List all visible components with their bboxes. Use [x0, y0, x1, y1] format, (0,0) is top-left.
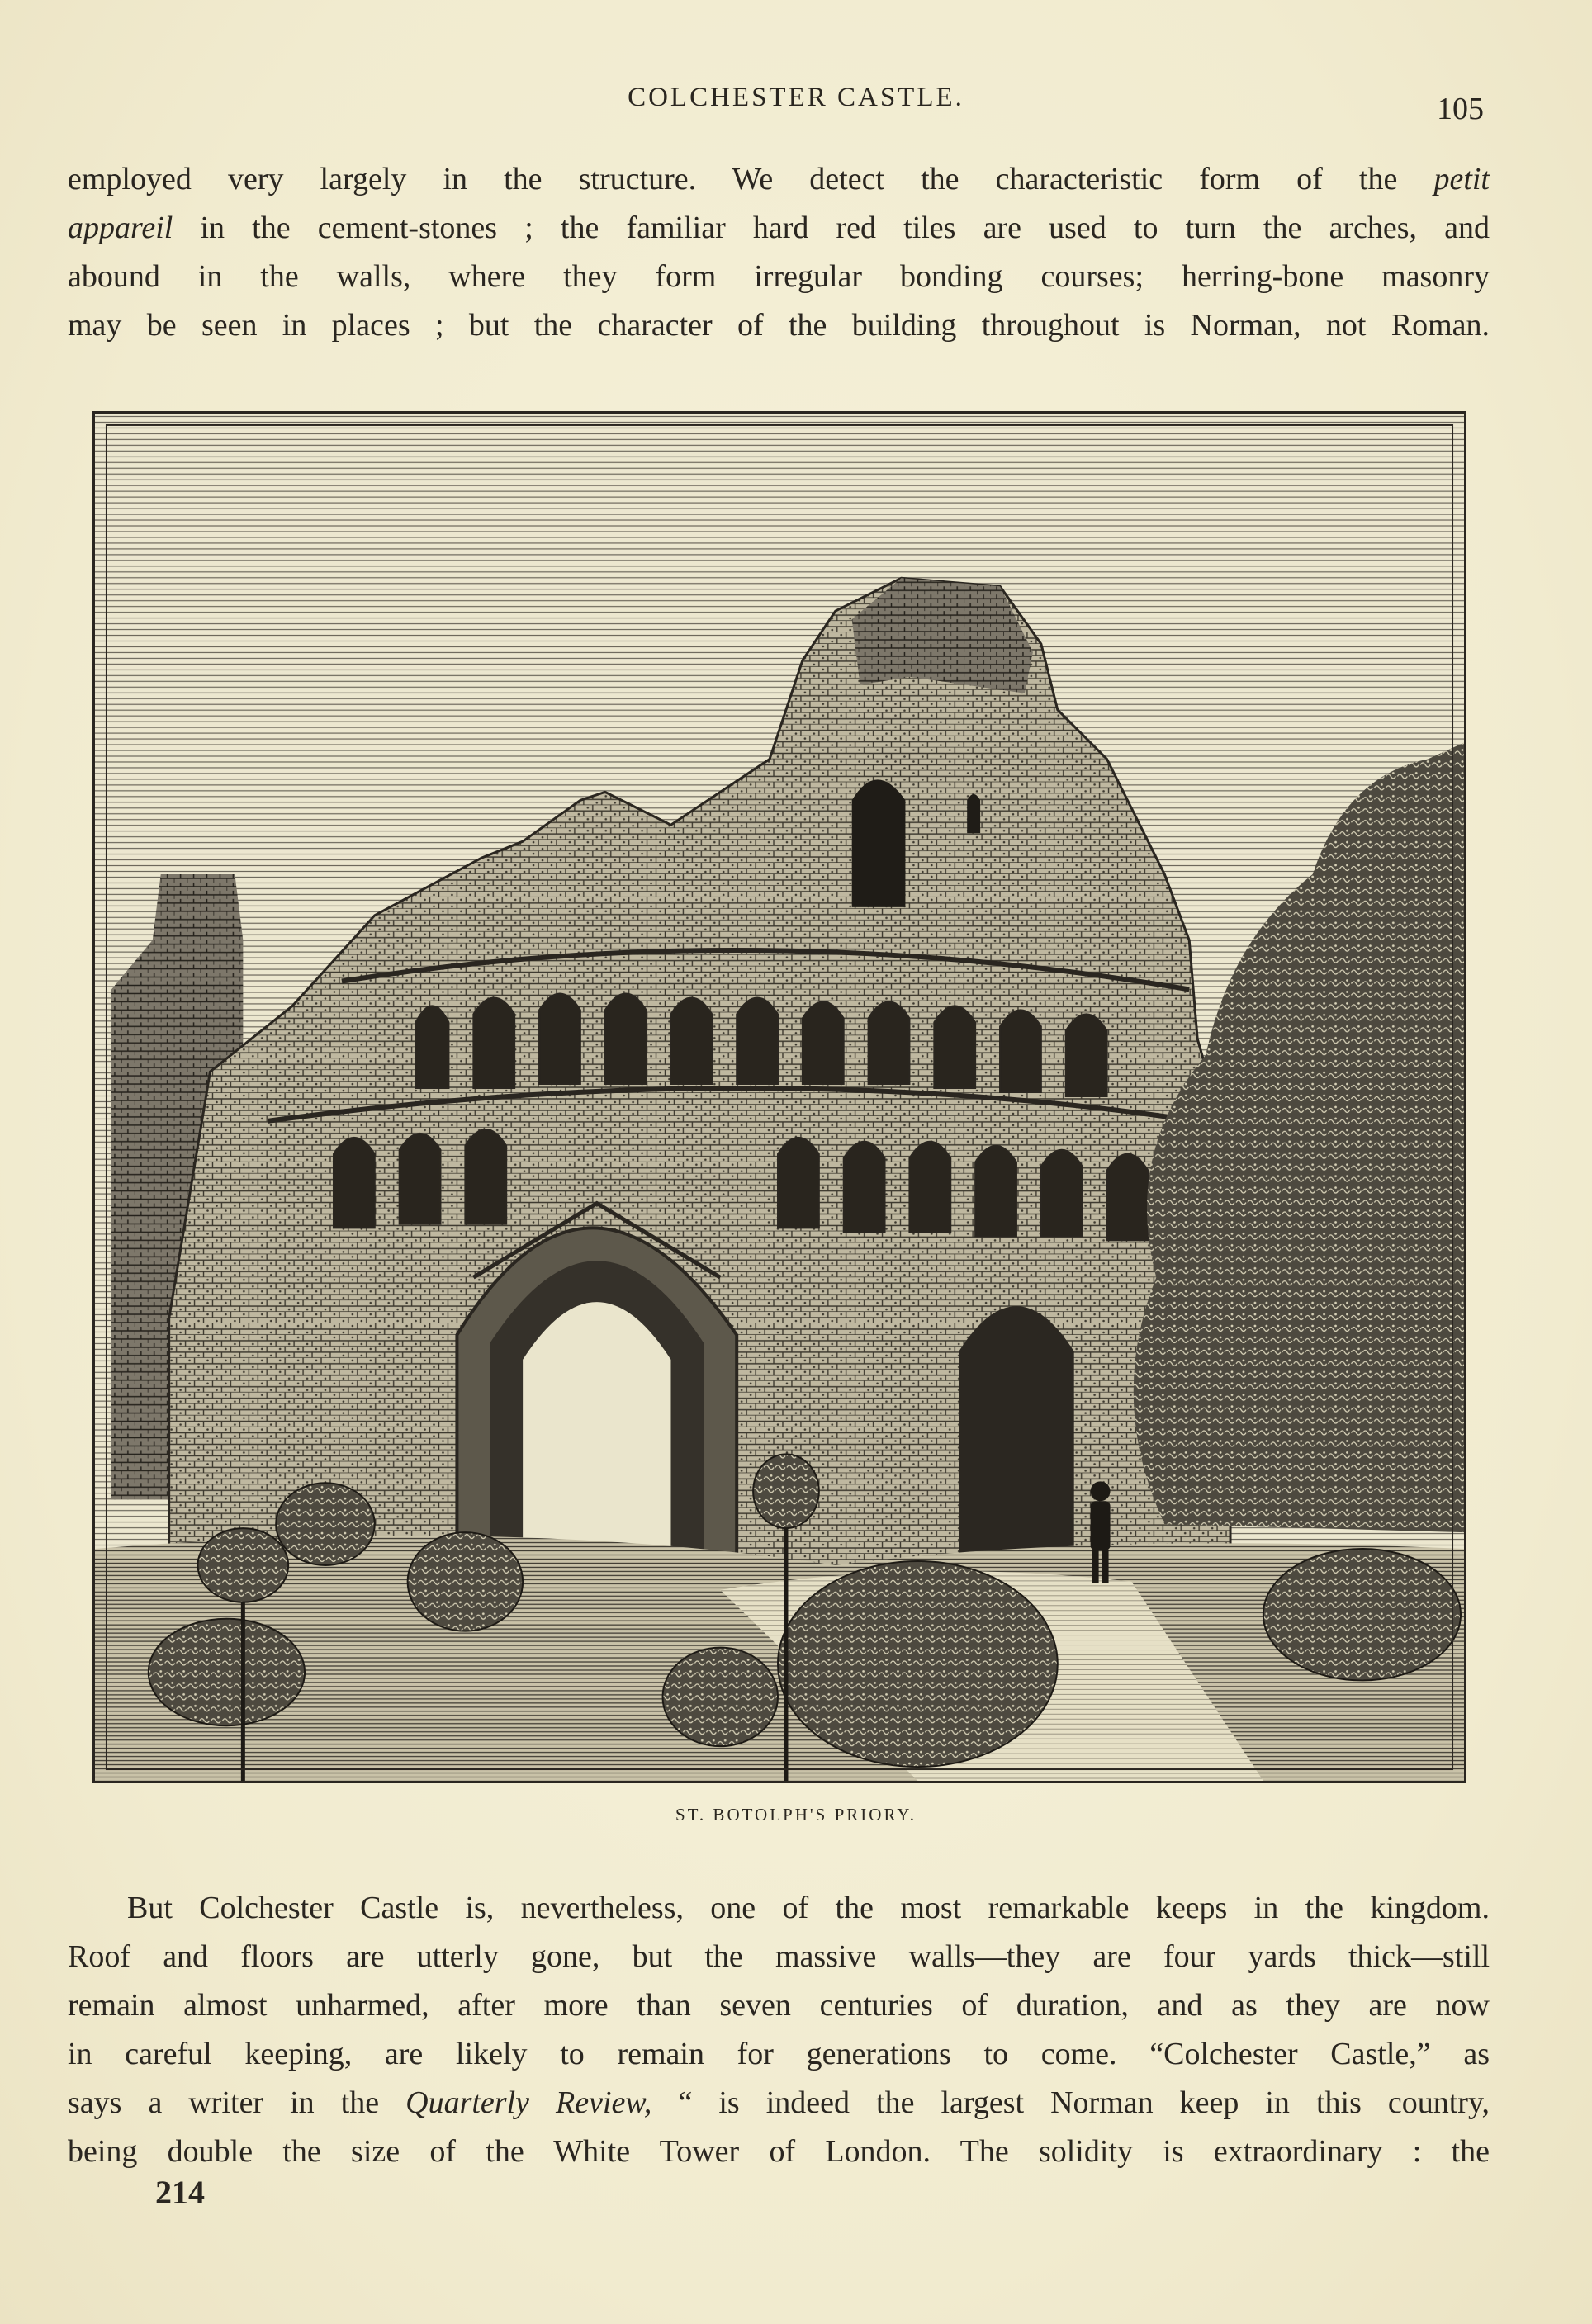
text-run: says a writer in the: [68, 2085, 406, 2120]
paragraph-2-line: [68, 2030, 1490, 2079]
paragraph-1-line: [68, 253, 1490, 301]
text-run: may be seen in places ; but the character of the building throughout is Norman, not Roman.: [68, 308, 1490, 343]
text-run: abound in the walls, where they form irregular bonding courses; herring-bone masonry: [68, 259, 1490, 294]
text-run: in the cement-stones ; the familiar hard red tiles are used to turn the arches, and: [173, 211, 1490, 245]
paragraph-2-line: [68, 2079, 1490, 2128]
text-run: in careful keeping, are likely to remain for generations to come. “Colchester Castle,” as: [68, 2037, 1490, 2071]
text-run: But Colchester Castle is, nevertheless, one of the most remarkable keeps in the kingdom.: [127, 1891, 1490, 1925]
text-run: employed very largely in the structure. We detect the characteristic form of the: [68, 162, 1434, 196]
figure-caption: ST. BOTOLPH'S PRIORY.: [675, 1805, 917, 1825]
page-number: 105: [1437, 92, 1484, 126]
text-run: Roof and floors are utterly gone, but the massive walls—they are four yards thick—still: [68, 1939, 1490, 1974]
signature-mark: 214: [155, 2174, 205, 2211]
paragraph-2-line: [68, 1884, 1490, 1933]
text-run: being double the size of the White Tower of London. The solidity is extraordinary : the: [68, 2134, 1490, 2169]
engraving-illustration: [92, 411, 1466, 1783]
text-run: “ is indeed the largest Norman keep in this country,: [651, 2085, 1490, 2120]
paragraph-2: [68, 1884, 1490, 2176]
priory-engraving: [95, 414, 1464, 1781]
paragraph-1-line: [68, 155, 1490, 204]
italic-text: petit: [1433, 162, 1490, 196]
paragraph-1: [68, 155, 1490, 350]
paragraph-2-line: [68, 1933, 1490, 1981]
italic-text: appareil: [68, 211, 173, 245]
paragraph-2-line: [68, 1981, 1490, 2030]
italic-text: Quarterly Review,: [405, 2085, 652, 2120]
text-run: remain almost unharmed, after more than seven centuries of duration, and as they are now: [68, 1988, 1490, 2023]
running-head: COLCHESTER CASTLE.: [628, 83, 964, 112]
paragraph-1-line: [68, 301, 1490, 350]
paragraph-1-line: [68, 204, 1490, 253]
paragraph-2-line: [68, 2128, 1490, 2176]
